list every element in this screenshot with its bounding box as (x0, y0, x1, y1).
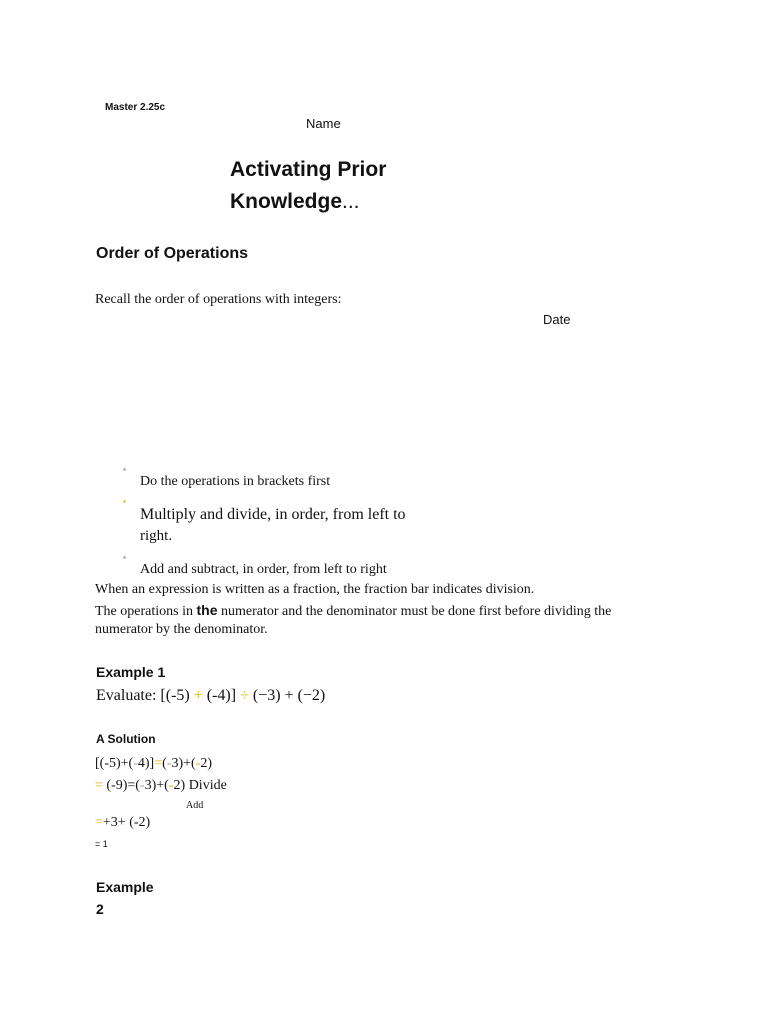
minus-sign: - (166, 756, 172, 771)
expr-part-b: (-4)] (206, 687, 237, 704)
minus-sign: - (139, 778, 145, 793)
fraction-note-line2-post: numerator and the denominator must be done first before dividing the (217, 604, 612, 619)
solution-line2-part-b: 3)+( (144, 778, 169, 793)
name-label: Name (306, 116, 341, 131)
minus-sign: - (133, 756, 138, 771)
bullet-icon (123, 468, 126, 471)
date-label: Date (543, 312, 571, 327)
solution-line1 (95, 756, 212, 772)
step-item-3: Add and subtract, in order, from left to right (140, 562, 387, 577)
step-item-1: Do the operations in brackets first (140, 474, 331, 489)
solution-line2-part-a: (-9)=( (106, 778, 140, 793)
minus-sign: - (195, 756, 201, 771)
solution-result: = 1 (95, 839, 108, 849)
page-title-ellipsis: ... (342, 190, 360, 213)
page-title-line2-main: Knowledge (230, 190, 343, 213)
master-label: Master 2.25c (105, 102, 166, 113)
expr-part-a: [(-5) (160, 687, 190, 704)
fraction-note-line3: numerator by the denominator. (95, 622, 268, 637)
solution-line1-part-b: 4)] (137, 756, 155, 771)
solution-line1-part-e: 3)+( (171, 756, 196, 771)
bullet-icon (123, 500, 126, 503)
fraction-note-emphasis: the (196, 602, 218, 618)
solution-heading: A Solution (96, 732, 156, 746)
solution-line3-rest: +3+ (-2) (102, 815, 151, 830)
solution-line3 (95, 815, 150, 831)
divide-operator: ÷ (240, 687, 249, 704)
fraction-note-line2-pre: The operations in (95, 604, 197, 619)
fraction-note-line2 (95, 602, 611, 620)
expr-part-c: (−3) + (−2) (252, 687, 326, 704)
solution-line1-part-f: 2) (200, 756, 213, 771)
solution-line3-eq: = (95, 815, 103, 830)
solution-line2-eq: = (95, 778, 103, 793)
solution-line1-eq: = (154, 756, 163, 771)
example2-heading: Example (96, 879, 154, 895)
minus-sign: - (168, 778, 174, 793)
example1-heading: Example 1 (96, 664, 166, 680)
section-heading: Order of Operations (96, 245, 249, 262)
example2-number: 2 (96, 901, 104, 917)
page-title-line2 (230, 190, 360, 214)
bullet-icon (123, 556, 126, 559)
fraction-note-line1: When an expression is written as a fraction, the fraction bar indicates division. (95, 582, 535, 597)
plus-operator: + (193, 687, 203, 704)
solution-line1-part-d: ( (162, 756, 167, 771)
step-item-2: Multiply and divide, in order, from left to (140, 506, 406, 523)
solution-line1-part-a: [(-5)+( (95, 756, 134, 771)
step-item-2-continued: right. (140, 528, 173, 544)
page-title-line1: Activating Prior (230, 158, 387, 181)
solution-line2-part-c: 2) Divide (173, 778, 227, 793)
example1-expression (96, 687, 325, 705)
add-label: Add (186, 800, 204, 811)
evaluate-label: Evaluate: (96, 687, 157, 704)
recall-text: Recall the order of operations with integers: (95, 292, 342, 307)
solution-line2 (95, 778, 227, 794)
